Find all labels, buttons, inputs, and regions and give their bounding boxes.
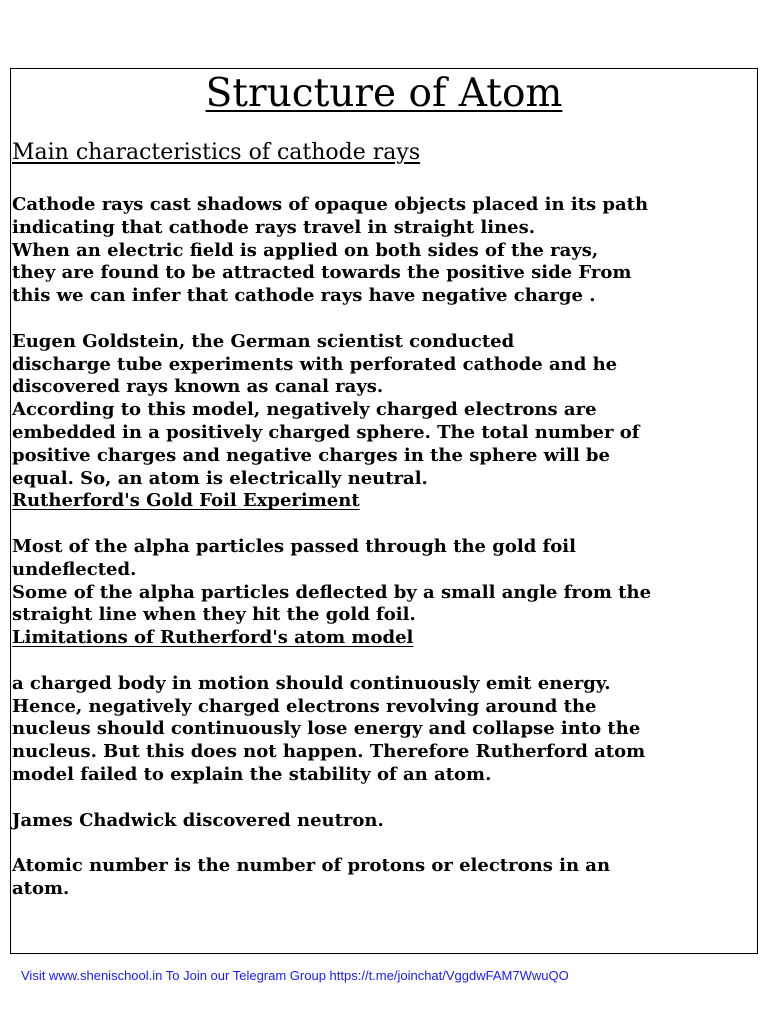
text-line: Atomic number is the number of protons or electrons in an <box>12 855 611 877</box>
text-line: model failed to explain the stability of an atom. <box>12 763 492 785</box>
spacer <box>12 308 756 331</box>
text-line: straight line when they hit the gold foil. <box>12 604 416 626</box>
text-line: embedded in a positively charged sphere. The total number of <box>12 421 640 443</box>
text-line: Eugen Goldstein, the German scientist conducted <box>12 330 515 352</box>
text-line: equal. So, an atom is electrically neutral. <box>12 467 428 489</box>
limitations-heading: Limitations of Rutherford's atom model <box>12 627 414 649</box>
text-line: this we can infer that cathode rays have negative charge . <box>12 285 596 307</box>
spacer <box>12 513 756 536</box>
text-line: When an electric field is applied on both sides of the rays, <box>12 239 599 261</box>
text-line: they are found to be attracted towards the positive side From <box>12 262 632 284</box>
text-line: discovered rays known as canal rays. <box>12 376 384 398</box>
paragraph-chadwick <box>12 810 756 833</box>
text-line: nucleus should continuously lose energy and collapse into the <box>12 718 641 740</box>
spacer <box>12 167 756 194</box>
text-line: indicating that cathode rays travel in straight lines. <box>12 216 536 238</box>
text-line: Most of the alpha particles passed through the gold foil <box>12 535 576 557</box>
paragraph-cathode <box>12 194 756 308</box>
spacer <box>12 832 756 855</box>
text-line: Cathode rays cast shadows of opaque objects placed in its path <box>12 194 649 215</box>
text-line: positive charges and negative charges in the sphere will be <box>12 444 610 466</box>
footer-link[interactable]: Visit www.shenischool.in To Join our Telegram Group https://t.me/joinchat/VggdwFAM7WwuQO <box>21 968 569 983</box>
paragraph-rutherford <box>12 536 756 650</box>
text-line: James Chadwick discovered neutron. <box>12 809 384 831</box>
text-line: According to this model, negatively charged electrons are <box>12 399 597 421</box>
spacer <box>12 787 756 810</box>
rutherford-heading: Rutherford's Gold Foil Experiment <box>12 490 360 512</box>
text-line: Hence, negatively charged electrons revolving around the <box>12 695 597 717</box>
text-line: nucleus. But this does not happen. Therefore Rutherford atom <box>12 741 646 763</box>
page-title: Structure of Atom <box>205 71 563 116</box>
text-line: atom. <box>12 877 70 899</box>
text-line: Some of the alpha particles deflected by a small angle from the <box>12 581 652 603</box>
paragraph-limitations <box>12 673 756 787</box>
paragraph-goldstein <box>12 331 756 513</box>
text-line: discharge tube experiments with perforated cathode and he <box>12 353 618 375</box>
text-line: undeflected. <box>12 558 137 580</box>
spacer <box>12 650 756 673</box>
text-line: a charged body in motion should continuously emit energy. <box>12 672 611 694</box>
paragraph-atomic-number <box>12 855 756 901</box>
document-content <box>12 68 756 901</box>
section-heading: Main characteristics of cathode rays <box>12 140 421 165</box>
